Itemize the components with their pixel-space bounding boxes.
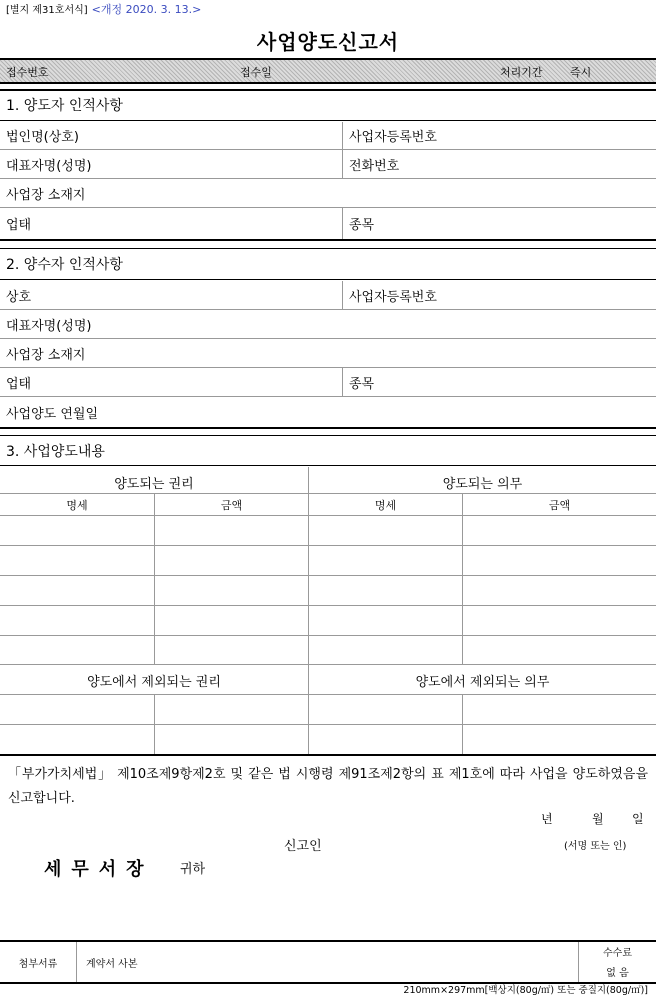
buyer-biz-item-field[interactable]: 종목: [342, 368, 656, 396]
grid-divider: [76, 942, 77, 982]
attachment-doc: 계약서 사본: [86, 958, 138, 970]
corp-name-field[interactable]: 법인명(상호): [6, 130, 79, 145]
duties-amount-col: 금액: [548, 499, 571, 512]
buyer-address-field[interactable]: 사업장 소재지: [6, 347, 86, 363]
grid-divider: [154, 493, 155, 664]
revision-date: <개정 2020. 3. 13.>: [91, 3, 202, 16]
grid-hline: [0, 545, 656, 546]
reception-bar: [0, 58, 656, 84]
grid-hline: [0, 493, 656, 494]
grid-divider: [462, 493, 463, 664]
rep-name-field[interactable]: 대표자명(성명): [6, 158, 92, 174]
signature-note: (서명 또는 인): [564, 841, 627, 852]
buyer-rep-name-field[interactable]: 대표자명(성명): [6, 318, 92, 334]
paper-spec: 210mm×297mm[백상지(80g/㎡) 또는 중질지(80g/㎡)]: [403, 985, 648, 996]
rights-excluded-header: 양도에서 제외되는 권리: [87, 675, 221, 690]
processing-period-label: 처리기간: [500, 66, 543, 79]
grid-hline: [0, 605, 656, 606]
section2-row-date: [0, 397, 656, 427]
buyer-biz-reg-no-field[interactable]: 사업자등록번호: [342, 281, 656, 309]
page-title: 사업양도신고서: [256, 30, 400, 54]
grid-hline: [0, 575, 656, 576]
section3-heading: 3. 사업양도내용: [0, 438, 656, 466]
rights-detail-col: 명세: [66, 499, 88, 512]
phone-field[interactable]: 전화번호: [342, 150, 656, 178]
transfer-date-field[interactable]: 사업양도 연월일: [6, 406, 99, 422]
divider: [0, 239, 656, 241]
grid-hline: [0, 664, 656, 665]
divider: [0, 435, 656, 436]
day-label: 일: [632, 812, 644, 826]
divider: [0, 248, 656, 249]
attachment-label: 첨부서류: [18, 958, 58, 970]
trade-name-field[interactable]: 상호: [6, 289, 32, 305]
section2-row-type: [0, 368, 656, 397]
section1-heading: 1. 양도자 인적사항: [0, 92, 656, 121]
divider: [0, 89, 656, 91]
processing-period-value: 즉시: [570, 66, 592, 79]
section1-row-address: [0, 179, 656, 208]
grid-hline: [0, 515, 656, 516]
tax-office-title: 세무서장: [44, 859, 154, 880]
section2-row-name: [0, 281, 656, 310]
grid-hline: [0, 724, 656, 725]
month-label: 월: [592, 812, 604, 826]
form-number: [6, 1, 201, 17]
section1-row-rep: [0, 150, 656, 179]
section2-row-rep: [0, 310, 656, 339]
grid-hline: [0, 635, 656, 636]
duties-transferred-header: 양도되는 의무: [442, 477, 523, 492]
fee-label: 수수료: [603, 948, 632, 959]
rights-amount-col: 금액: [220, 499, 243, 512]
divider: [0, 754, 656, 756]
buyer-biz-type-field[interactable]: 업태: [6, 376, 32, 392]
section1-row-type: [0, 208, 656, 239]
divider: [0, 427, 656, 429]
fee-value: 없 음: [606, 968, 629, 979]
honorific: 귀하: [180, 862, 206, 877]
biz-type-field[interactable]: 업태: [6, 218, 32, 233]
duties-detail-col: 명세: [374, 499, 397, 512]
biz-reg-no-field[interactable]: 사업자등록번호: [342, 122, 656, 149]
form-number-text: [별지 제31호서식]: [6, 5, 88, 16]
address-field[interactable]: 사업장 소재지: [6, 187, 86, 203]
year-label: 년: [541, 812, 553, 826]
biz-item-field[interactable]: 종목: [342, 208, 656, 239]
grid-hline: [0, 694, 656, 695]
attachment-box: [0, 940, 656, 984]
section2-row-address: [0, 339, 656, 368]
receipt-no-label: 접수번호: [6, 66, 49, 79]
section2-heading: 2. 양수자 인적사항: [0, 251, 656, 280]
receipt-date-label: 접수일: [240, 66, 272, 79]
rights-transferred-header: 양도되는 권리: [114, 477, 194, 492]
declaration-text: 「부가가치세법」 제10조제9항제2호 및 같은 법 시행령 제91조제2항의 표 제1호에 따라 사업을 양도하였음을 신고합니다.: [8, 767, 648, 806]
section1-row-name: [0, 122, 656, 150]
signer-label: 신고인: [284, 839, 322, 854]
duties-excluded-header: 양도에서 제외되는 의무: [415, 675, 550, 690]
